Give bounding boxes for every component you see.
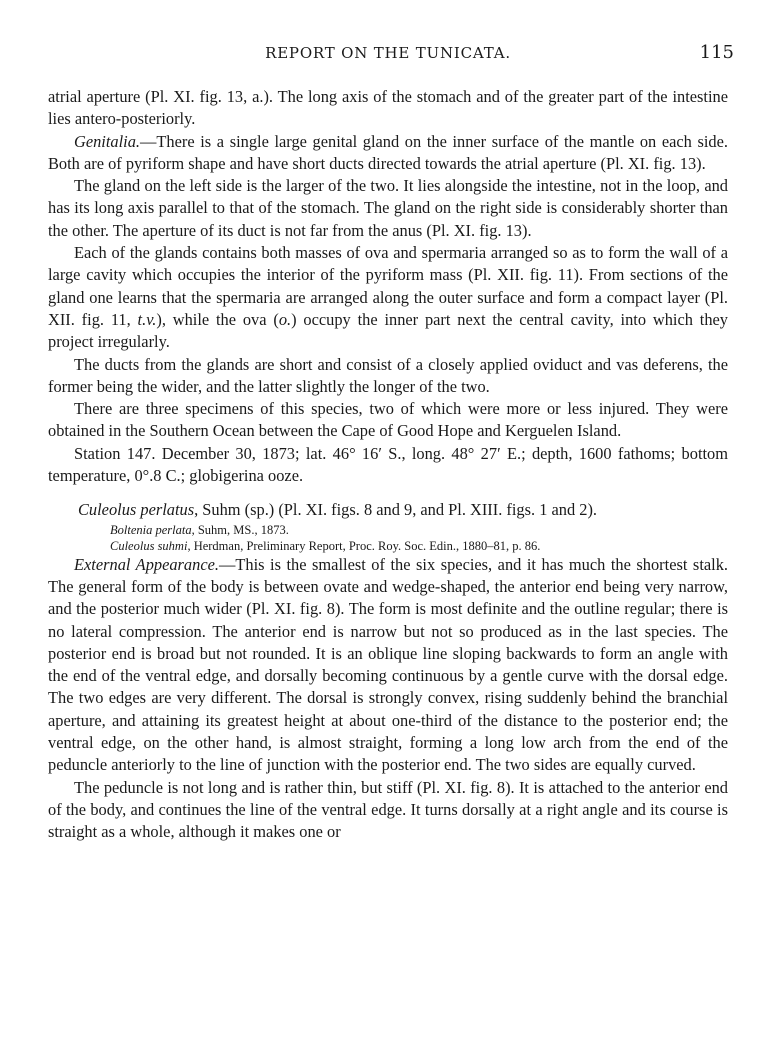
paragraph-text: ), while the ova (	[156, 309, 279, 329]
paragraph-text: There are three specimens of this species, two of which were more or less injured. They were obtained in the Southern Ocean between the Cape of Good Hope and Kerguelen Island.	[48, 399, 728, 441]
paragraph	[48, 398, 728, 443]
body-text	[48, 86, 728, 844]
paragraph-text: atrial aperture (Pl. XI. fig. 13, a.). The long axis of the stomach and of the greater part of the intestine lies antero-posteriorly.	[48, 87, 728, 129]
synonym-entry	[48, 522, 728, 538]
section-heading: External Appearance.	[74, 554, 219, 574]
paragraph-text: —There is a single large genital gland on the inner surface of the mantle on each side. Both are of pyriform shape and have short ducts directed towards the atrial aperture (Pl. XI. fig. 13).	[48, 131, 728, 173]
paragraph-genitalia	[48, 131, 728, 176]
paragraph-text: Each of the glands contains both masses of ova and spermaria arranged so as to form the wall of a large cavity which occupies the interior of the pyriform mass (Pl. XII. fig. 11). From sections of the gland one learns that the spermaria are arranged along the outer surface and form a compact layer (Pl. XII. fig. 11,	[48, 243, 728, 329]
paragraph-text: The peduncle is not long and is rather thin, but stiff (Pl. XI. fig. 8). It is attached to the anterior end of the body, and continues the line of the ventral edge. It turns dorsally at a right angle and its course is straight as a whole, although it makes one or	[48, 777, 728, 842]
page-header	[0, 44, 776, 68]
synonym-name: Culeolus suhmi	[110, 538, 188, 553]
synonym-citation: , Suhm, MS., 1873.	[191, 522, 289, 537]
paragraph-external-appearance	[48, 554, 728, 777]
paragraph	[48, 354, 728, 399]
paragraph-continuation	[48, 86, 728, 131]
paragraph-text: Station 147. December 30, 1873; lat. 46° 16′ S., long. 48° 27′ E.; depth, 1600 fathoms; bottom temperature, 0°.8 C.; globigerina ooze.	[48, 443, 728, 486]
paragraph	[48, 242, 728, 353]
paragraph-text: ) occupy the inner part next the central cavity, into which they project irregularly.	[48, 309, 728, 352]
synonym-citation: , Herdman, Preliminary Report, Proc. Roy. Soc. Edin., 1880–81, p. 86.	[187, 538, 541, 553]
paragraph	[48, 777, 728, 844]
spacer	[48, 487, 728, 499]
paragraph-text: —This is the smallest of the six species, and it has much the shortest stalk. The general form of the body is between ovate and wedge-shaped, the anterior end being very narrow, and the posterior much wider (Pl. XI. fig. 8). The form is most definite and the outline regular; there is no lateral compression. The anterior end is narrow but not so produced as in the last species. The posterior end is broad but not rounded. It is an oblique line sloping backwards to form an angle with the end of the ventral edge, and dorsally becoming continuous by a gentle curve with the dorsal edge. The two edges are very different. The dorsal is strongly convex, rising suddenly behind the branchial aperture, and attaining its greatest height at about one-third of the distance to the posterior end; the ventral edge, on the other hand, is almost straight, forming a long low arch from the end of the peduncle anteriorly to the line of junction with the posterior end. The two sides are equally curved.	[48, 554, 728, 775]
paragraph-text: The gland on the left side is the larger of the two. It lies alongside the intestine, not in the loop, and has its long axis parallel to that of the stomach. The gland on the right side is considerably shorter than the other. The aperture of its duct is not far from the anus (Pl. XI. fig. 13).	[48, 176, 728, 240]
section-heading: Genitalia.	[74, 131, 141, 151]
synonym-name: Boltenia perlata	[110, 522, 192, 537]
synonym-entry	[48, 538, 728, 554]
running-title: REPORT ON THE TUNICATA.	[265, 44, 511, 62]
page-number: 115	[699, 42, 734, 63]
paragraph-text: The ducts from the glands are short and consist of a closely applied oviduct and vas deferens, the former being the wider, and the latter slightly the longer of the two.	[48, 354, 728, 396]
paragraph	[48, 175, 728, 242]
station-record	[48, 443, 728, 488]
species-heading	[48, 499, 728, 521]
species-citation: , Suhm (sp.) (Pl. XI. figs. 8 and 9, and Pl. XIII. figs. 1 and 2).	[194, 500, 598, 520]
abbreviation: o.	[278, 309, 292, 329]
species-name: Culeolus perlatus	[78, 500, 195, 520]
abbreviation: t.v.	[137, 309, 157, 329]
